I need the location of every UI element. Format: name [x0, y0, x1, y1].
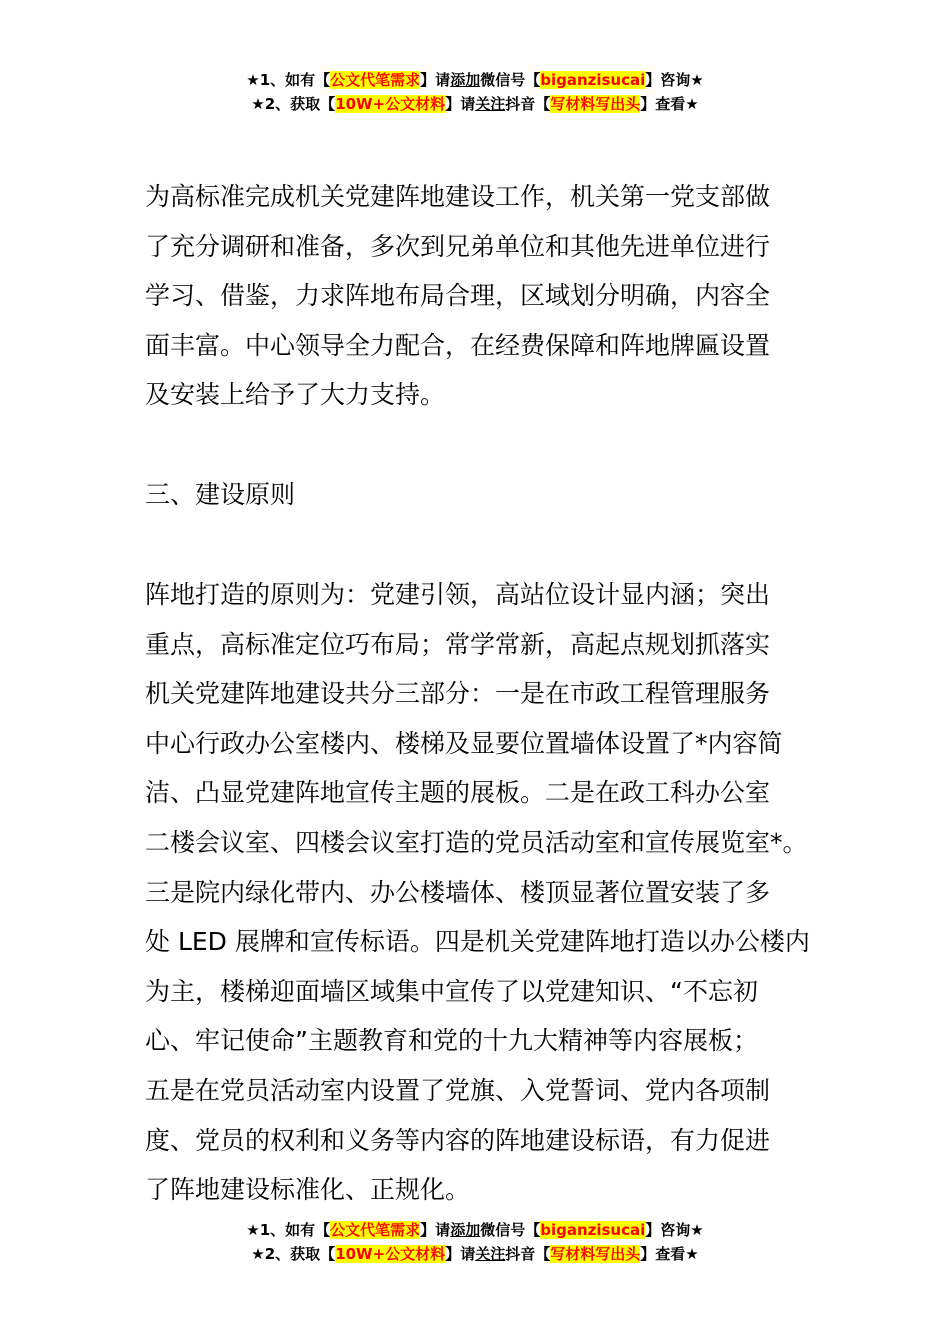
banner-text: 】咨询★ — [645, 71, 704, 89]
banner-text: 】请 — [445, 1245, 476, 1263]
text-line: 面丰富。中心领导全力配合，在经费保障和阵地牌匾设置 — [145, 330, 771, 360]
banner-text: ★2、获取【 — [251, 1245, 336, 1263]
section-heading: 三、建设原则 — [145, 480, 296, 509]
text-line: 及安装上给予了大力支持。 — [145, 380, 446, 410]
header-banner — [0, 68, 950, 116]
banner-line-2 — [0, 1242, 950, 1266]
banner-text: 】查看★ — [640, 95, 699, 113]
footer-banner — [0, 1218, 950, 1266]
banner-text: 抖音【 — [505, 95, 551, 113]
banner-text: 】咨询★ — [645, 1221, 704, 1239]
text-line: 处 LED 展牌和宣传标语。四是机关党建阵地打造以办公楼内 — [145, 927, 810, 957]
banner-line-1 — [0, 1218, 950, 1242]
highlight-douyin-account: 写材料写出头 — [550, 95, 641, 113]
banner-text: 】查看★ — [640, 1245, 699, 1263]
banner-text: 抖音【 — [505, 1245, 551, 1263]
text-line: 机关党建阵地建设共分三部分：一是在市政工程管理服务 — [145, 679, 771, 709]
text-line: 心、牢记使命”主题教育和党的十九大精神等内容展板； — [145, 1026, 758, 1056]
banner-text: 】请 — [420, 71, 451, 89]
text-line: 五是在党员活动室内设置了党旗、入党誓词、党内各项制 — [145, 1075, 771, 1105]
highlight-materials: 10W+公文材料 — [335, 95, 446, 113]
banner-text: 】请 — [420, 1221, 451, 1239]
underlined-text: 关注 — [475, 1245, 506, 1263]
banner-text: ★1、如有【 — [246, 71, 331, 89]
highlight-service: 公文代笔需求 — [330, 71, 421, 89]
banner-line-1 — [0, 68, 950, 92]
banner-text: 】请 — [445, 95, 476, 113]
banner-text: 微信号【 — [480, 71, 541, 89]
highlight-service: 公文代笔需求 — [330, 1221, 421, 1239]
text-line: 了阵地建设标准化、正规化。 — [145, 1175, 471, 1205]
underlined-text: 添加 — [450, 71, 481, 89]
highlight-wechat-id: biganzisucai — [540, 1221, 646, 1239]
banner-text: ★2、获取【 — [251, 95, 336, 113]
text-line: 洁、凸显党建阵地宣传主题的展板。二是在政工科办公室 — [145, 778, 771, 808]
text-line: 三是院内绿化带内、办公楼墙体、楼顶显著位置安装了多 — [145, 877, 771, 907]
banner-line-2 — [0, 92, 950, 116]
highlight-douyin-account: 写材料写出头 — [550, 1245, 641, 1263]
text-line: 重点，高标准定位巧布局；常学常新，高起点规划抓落实 — [145, 629, 771, 659]
text-line: 度、党员的权利和义务等内容的阵地建设标语，有力促进 — [145, 1125, 771, 1155]
highlight-wechat-id: biganzisucai — [540, 71, 646, 89]
banner-text: ★1、如有【 — [246, 1221, 331, 1239]
paragraph-preparation — [145, 172, 813, 420]
paragraph-principles — [145, 570, 813, 1215]
text-line: 为高标准完成机关党建阵地建设工作，机关第一党支部做 — [145, 182, 771, 211]
text-line: 中心行政办公室楼内、楼梯及显要位置墙体设置了*内容简 — [145, 728, 783, 758]
highlight-materials: 10W+公文材料 — [335, 1245, 446, 1263]
text-line: 二楼会议室、四楼会议室打造的党员活动室和宣传展览室*。 — [145, 827, 808, 857]
banner-text: 微信号【 — [480, 1221, 541, 1239]
underlined-text: 关注 — [475, 95, 506, 113]
text-line: 了充分调研和准备，多次到兄弟单位和其他先进单位进行 — [145, 231, 771, 261]
underlined-text: 添加 — [450, 1221, 481, 1239]
text-line: 为主，楼梯迎面墙区域集中宣传了以党建知识、“不忘初 — [145, 976, 758, 1006]
text-line: 学习、借鉴，力求阵地布局合理，区域划分明确，内容全 — [145, 281, 771, 311]
text-line: 阵地打造的原则为：党建引领，高站位设计显内涵；突出 — [145, 580, 771, 609]
